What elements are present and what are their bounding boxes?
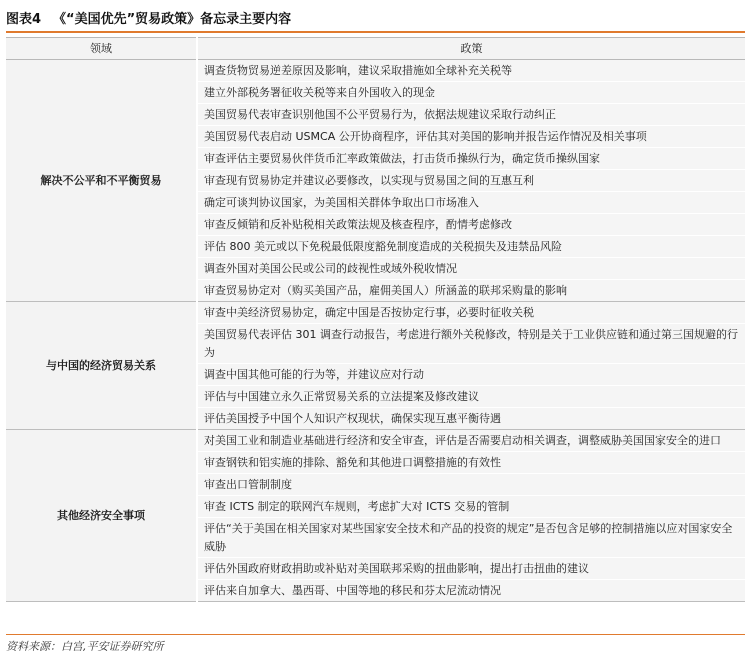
policy-cell: 评估外国政府财政捐助或补贴对美国联邦采购的扭曲影响，提出打击扭曲的建议: [197, 558, 745, 580]
policy-cell: 审查反倾销和反补贴税相关政策法规及核查程序，酌情考虑修改: [197, 214, 745, 236]
domain-cell-economic-security: 其他经济安全事项: [6, 430, 197, 602]
table-row: [6, 60, 745, 82]
policy-cell: 评估与中国建立永久正常贸易关系的立法提案及修改建议: [197, 386, 745, 408]
policy-cell: 美国贸易代表启动 USMCA 公开协商程序，评估其对美国的影响并报告运作情况及相关事项: [197, 126, 745, 148]
policy-table: [6, 37, 745, 602]
policy-cell: 评估来自加拿大、墨西哥、中国等地的移民和芬太尼流动情况: [197, 580, 745, 602]
policy-cell: 评估 800 美元或以下免税最低限度豁免制度造成的关税损失及违禁品风险: [197, 236, 745, 258]
header-policy: 政策: [197, 38, 745, 60]
top-rule: [6, 31, 745, 33]
policy-cell: 审查贸易协定对（购买美国产品，雇佣美国人）所涵盖的联邦采购量的影响: [197, 280, 745, 302]
header-domain: 领域: [6, 38, 197, 60]
policy-cell: 美国贸易代表审查识别他国不公平贸易行为，依据法规建议采取行动纠正: [197, 104, 745, 126]
domain-cell-china-trade: 与中国的经济贸易关系: [6, 302, 197, 430]
policy-cell: 调查货物贸易逆差原因及影响，建议采取措施如全球补充关税等: [197, 60, 745, 82]
policy-cell: 对美国工业和制造业基础进行经济和安全审查，评估是否需要启动相关调查，调整威胁美国国家安全的进口: [197, 430, 745, 452]
figure-number: 图表4: [6, 12, 42, 27]
policy-cell: 美国贸易代表评估 301 调查行动报告，考虑进行额外关税修改，特别是关于工业供应链和通过第三国规避的行为: [197, 324, 745, 364]
policy-cell: 审查出口管制制度: [197, 474, 745, 496]
bottom-rule: [6, 634, 745, 635]
figure-caption: 《“美国优先”贸易政策》备忘录主要内容: [53, 12, 292, 27]
policy-cell: 调查中国其他可能的行为等，并建议应对行动: [197, 364, 745, 386]
policy-cell: 审查现有贸易协定并建议必要修改，以实现与贸易国之间的互惠互利: [197, 170, 745, 192]
policy-cell: 审查评估主要贸易伙伴货币汇率政策做法，打击货币操纵行为，确定货币操纵国家: [197, 148, 745, 170]
policy-cell: 审查钢铁和铝实施的排除、豁免和其他进口调整措施的有效性: [197, 452, 745, 474]
policy-cell: 建立外部税务署征收关税等来自外国收入的现金: [197, 82, 745, 104]
policy-cell: 审查 ICTS 制定的联网汽车规则，考虑扩大对 ICTS 交易的管制: [197, 496, 745, 518]
policy-cell: 调查外国对美国公民或公司的歧视性或域外税收情况: [197, 258, 745, 280]
header-row: [6, 38, 745, 60]
table-row: [6, 302, 745, 324]
figure-title: [6, 8, 291, 27]
policy-cell: 确定可谈判协议国家，为美国相关群体争取出口市场准入: [197, 192, 745, 214]
table-row: [6, 430, 745, 452]
policy-cell: 评估美国授予中国个人知识产权现状，确保实现互惠平衡待遇: [197, 408, 745, 430]
policy-cell: 审查中美经济贸易协定，确定中国是否按协定行事，必要时征收关税: [197, 302, 745, 324]
source-note: 资料来源：白宫,平安证券研究所: [6, 640, 164, 653]
policy-cell: 评估“关于美国在相关国家对某些国家安全技术和产品的投资的规定”是否包含足够的控制措施以应对国家安全威胁: [197, 518, 745, 558]
domain-cell-unfair-trade: 解决不公平和不平衡贸易: [6, 60, 197, 302]
